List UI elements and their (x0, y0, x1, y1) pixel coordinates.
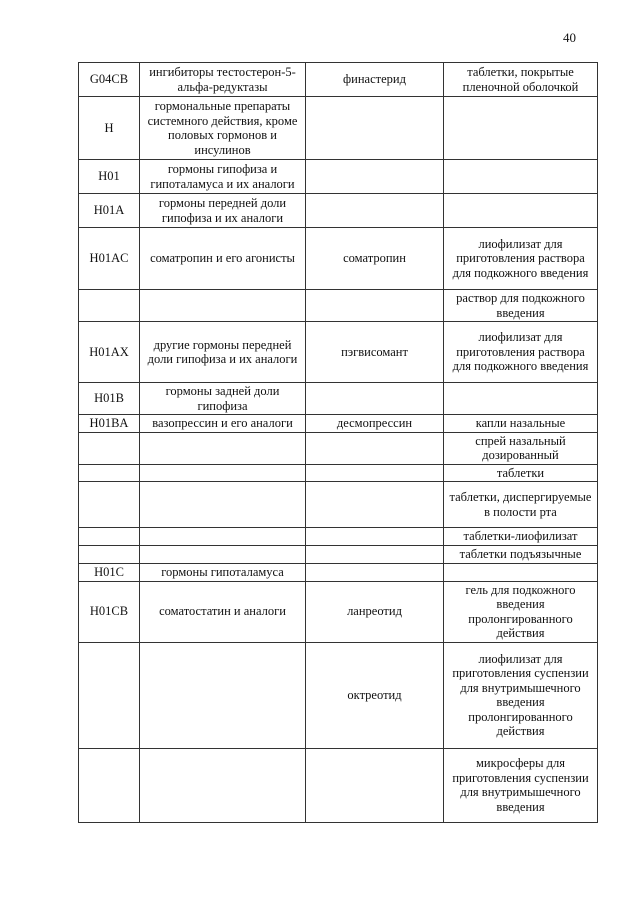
group-cell: гормональные препараты системного действия, кроме половых гормонов и инсулинов (140, 97, 306, 160)
table-row (79, 581, 598, 642)
drug-cell (306, 160, 444, 194)
atc-code-cell: H (79, 97, 140, 160)
group-cell (140, 464, 306, 482)
table-row (79, 482, 598, 528)
form-cell: капли назальные (444, 415, 598, 433)
form-cell: спрей назальный дозированный (444, 432, 598, 464)
drug-cell (306, 546, 444, 564)
group-cell: соматропин и его агонисты (140, 228, 306, 290)
atc-code-cell (79, 482, 140, 528)
drug-cell: десмопрессин (306, 415, 444, 433)
table-row (79, 564, 598, 582)
drug-cell: соматропин (306, 228, 444, 290)
form-cell: таблетки (444, 464, 598, 482)
form-cell: гель для подкожного введения пролонгированного действия (444, 581, 598, 642)
group-cell (140, 546, 306, 564)
group-cell (140, 748, 306, 822)
group-cell: гормоны задней доли гипофиза (140, 383, 306, 415)
table-row (79, 160, 598, 194)
atc-code-cell (79, 748, 140, 822)
form-cell: раствор для подкожного введения (444, 290, 598, 322)
drug-cell: октреотид (306, 642, 444, 748)
drug-cell (306, 194, 444, 228)
table-row (79, 228, 598, 290)
table-row (79, 63, 598, 97)
form-cell: таблетки, диспергируемые в полости рта (444, 482, 598, 528)
drug-cell (306, 432, 444, 464)
group-cell: соматостатин и аналоги (140, 581, 306, 642)
drug-cell: ланреотид (306, 581, 444, 642)
atc-code-cell: H01C (79, 564, 140, 582)
table-row (79, 748, 598, 822)
form-cell (444, 564, 598, 582)
drug-cell (306, 97, 444, 160)
drug-table (78, 62, 598, 823)
atc-code-cell: H01A (79, 194, 140, 228)
table-row (79, 546, 598, 564)
group-cell (140, 528, 306, 546)
form-cell: лиофилизат для приготовления раствора для подкожного введения (444, 322, 598, 383)
table-row (79, 528, 598, 546)
atc-code-cell: H01AC (79, 228, 140, 290)
drug-cell (306, 482, 444, 528)
group-cell (140, 642, 306, 748)
group-cell: ингибиторы тестостерон-5-альфа-редуктазы (140, 63, 306, 97)
form-cell: лиофилизат для приготовления суспензии для внутримышечного введения пролонгированного действия (444, 642, 598, 748)
atc-code-cell: H01CB (79, 581, 140, 642)
group-cell (140, 432, 306, 464)
table-row (79, 642, 598, 748)
table-row (79, 383, 598, 415)
page-number: 40 (563, 30, 576, 45)
drug-cell: пэгвисомант (306, 322, 444, 383)
group-cell (140, 290, 306, 322)
table-row (79, 464, 598, 482)
table-row (79, 432, 598, 464)
form-cell (444, 160, 598, 194)
group-cell: гормоны гипоталамуса (140, 564, 306, 582)
form-cell: таблетки подъязычные (444, 546, 598, 564)
atc-code-cell (79, 290, 140, 322)
form-cell (444, 383, 598, 415)
table-row (79, 97, 598, 160)
form-cell (444, 194, 598, 228)
atc-code-cell (79, 528, 140, 546)
form-cell: таблетки, покрытые пленочной оболочкой (444, 63, 598, 97)
atc-code-cell: G04CB (79, 63, 140, 97)
atc-code-cell: H01B (79, 383, 140, 415)
atc-code-cell (79, 432, 140, 464)
drug-cell (306, 383, 444, 415)
group-cell (140, 482, 306, 528)
atc-code-cell (79, 642, 140, 748)
drug-cell (306, 290, 444, 322)
form-cell: таблетки-лиофилизат (444, 528, 598, 546)
drug-cell (306, 564, 444, 582)
table-row (79, 415, 598, 433)
group-cell: другие гормоны передней доли гипофиза и их аналоги (140, 322, 306, 383)
form-cell: микросферы для приготовления суспензии для внутримышечного введения (444, 748, 598, 822)
group-cell: гормоны гипофиза и гипоталамуса и их аналоги (140, 160, 306, 194)
table-row (79, 290, 598, 322)
table-row (79, 322, 598, 383)
atc-code-cell: H01 (79, 160, 140, 194)
table-row (79, 194, 598, 228)
group-cell: вазопрессин и его аналоги (140, 415, 306, 433)
atc-code-cell (79, 546, 140, 564)
atc-code-cell (79, 464, 140, 482)
drug-cell (306, 528, 444, 546)
atc-code-cell: H01BA (79, 415, 140, 433)
drug-cell (306, 464, 444, 482)
form-cell (444, 97, 598, 160)
drug-cell (306, 748, 444, 822)
group-cell: гормоны передней доли гипофиза и их аналоги (140, 194, 306, 228)
form-cell: лиофилизат для приготовления раствора для подкожного введения (444, 228, 598, 290)
atc-code-cell: H01AX (79, 322, 140, 383)
drug-cell: финастерид (306, 63, 444, 97)
